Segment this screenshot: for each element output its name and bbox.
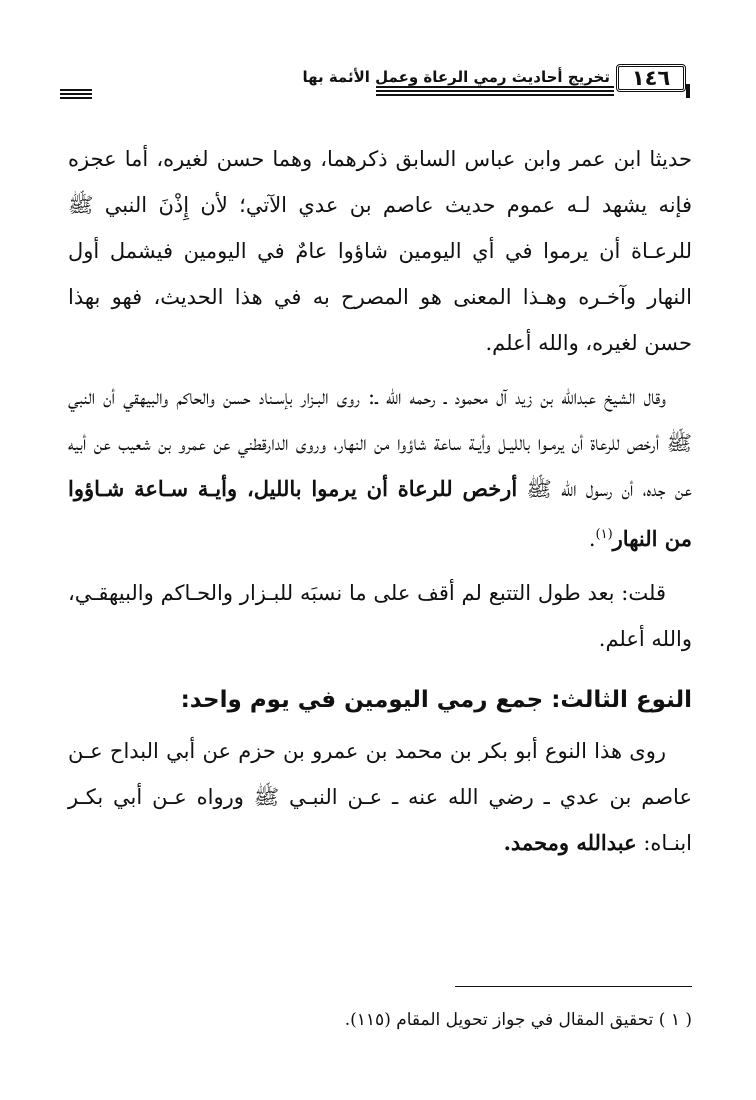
paragraph-4 [68, 728, 692, 866]
footnote-reference[interactable]: (١) [595, 527, 613, 542]
body-text [68, 136, 692, 866]
paragraph-4-bold: عبدالله ومحمد. [503, 830, 637, 855]
paragraph-2 [68, 374, 692, 562]
section-heading: النوع الثالث: جمع رمي اليومين في يوم واحد: [180, 687, 692, 713]
header-rule-left-bottom [60, 97, 92, 99]
running-title: تخريج أحاديث رمي الرعاة وعمل الأئمة بها [302, 68, 610, 86]
header-rule-right-bottom [376, 94, 614, 96]
header-rule-right-top [376, 86, 614, 88]
paragraph-2-text: وقال الشيخ عبدالله بن زيد آل محمود ـ رحمه الله ـ: روى البـزار بإسـناد حسن والحاكم والبيهقي أن النبي ﷺ أرخص للرعاة أن يرمـوا بالليـل وأيـة ساعة شاؤوا من النهار، وروى الدارقطني عن عمرو بن شعيب عن أبيه عن جده، أن رسول الله ﷺ [68, 385, 692, 501]
paragraph-2-end: . [588, 527, 596, 551]
header-rule-page-tail [686, 84, 690, 98]
page-number: ١٤٦ [631, 66, 671, 90]
paragraph-1: حديثا ابن عمر وابن عباس السابق ذكرهما، وهما حسن لغيره، أما عجزه فإنه يشهد لـه عموم حديث عاصم بن عدي الآتي؛ لأن إِذْنَ النبي ﷺ للرعـاة أن يرموا في أي اليومين شاؤوا عامٌ في اليومين فيشمل أول النهار وآخـره وهـذا المعنى هو المصرح به في هذا الحديث، فهو بهذا حسن لغيره، والله أعلم. [68, 147, 692, 355]
footnote-divider [455, 986, 692, 987]
header-rule-left-top [60, 89, 92, 91]
page-number-box [616, 64, 686, 92]
header-rule-left-mid [60, 93, 92, 95]
footnote: ( ١ ) تحقيق المقال في جواز تحويل المقام (١١٥). [344, 1010, 692, 1030]
paragraph-3: قلت: بعد طول التتبع لم أقف على ما نسبَه للبـزار والحـاكم والبيهقـي، والله أعلم. [68, 581, 692, 651]
paragraph-2-hadith-bold: أرخص للرعاة أن يرموا بالليل، وأيـة سـاعة شـاؤوا من النهار [68, 476, 692, 551]
page-header [60, 62, 684, 110]
paragraph-4-text: روى هذا النوع أبو بكر بن محمد بن عمرو بن حزم عن أبي البداح عـن عاصم بن عدي ـ رضي الله عنه ـ عـن النبـي ﷺ ورواه عـن أبي بكـر ابنـاه: [68, 739, 692, 855]
header-rule-right-mid [376, 90, 614, 92]
